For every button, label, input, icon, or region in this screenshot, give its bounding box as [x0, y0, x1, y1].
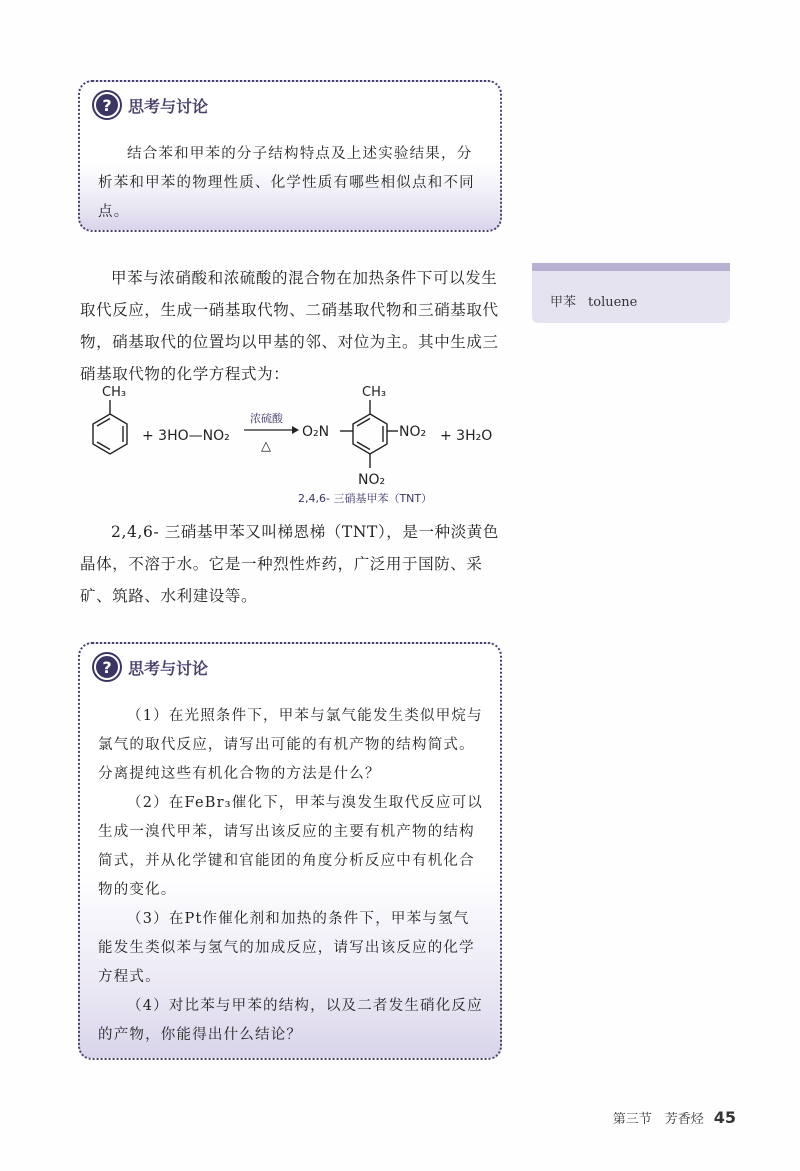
- footer-section: 第三节 芳香烃: [612, 1112, 704, 1127]
- discussion-box-1: [78, 80, 502, 232]
- side-note-toluene: [532, 263, 730, 323]
- page-footer: [613, 1108, 736, 1127]
- nitration-equation: [80, 378, 510, 508]
- paragraph-2: 2,4,6- 三硝基甲苯又叫梯恩梯（TNT），是一种淡黄色晶体，不溶于水。它是一种烈性炸药，广泛用于国防、采矿、筑路、水利建设等。: [80, 523, 499, 605]
- paragraph-1: 甲苯与浓硝酸和浓硫酸的混合物在加热条件下可以发生取代反应，生成一硝基取代物、二硝基取代物和三硝基取代物，硝基取代的位置均以甲基的邻、对位为主。其中生成三硝基取代物的化学方程式为：: [80, 269, 499, 383]
- tnt-ring: [340, 400, 398, 468]
- discussion-header-2: [94, 654, 208, 680]
- toluene-ring: [93, 400, 127, 454]
- o2n-text: O₂N: [302, 424, 330, 440]
- question-1: （1）在光照条件下，甲苯与氯气能发生类似甲烷与氯气的取代反应，请写出可能的有机产物的结构简式。分离提纯这些有机化合物的方法是什么？: [98, 708, 483, 782]
- discussion-title-1: 思考与讨论: [128, 96, 209, 116]
- discussion-box-2: [78, 642, 502, 1060]
- no2-bottom-text: NO₂: [358, 472, 386, 488]
- ch3-left: CH₃: [102, 385, 127, 400]
- catalyst-text: 浓硫酸: [250, 412, 283, 425]
- question-icon: ?: [94, 92, 120, 118]
- page-number: 45: [713, 1108, 736, 1127]
- side-note-en: toluene: [588, 295, 638, 310]
- discussion-text-2: [98, 702, 484, 1050]
- discussion-header-1: [94, 92, 208, 118]
- question-2: （2）在FeBr₃催化下，甲苯与溴发生取代反应可以生成一溴代甲苯，请写出该反应的主要有机产物的结构简式，并从化学键和官能团的角度分析反应中有机化合物的变化。: [98, 795, 483, 898]
- condition-text: △: [261, 439, 271, 454]
- question-3: （3）在Pt作催化剂和加热的条件下，甲苯与氢气能发生类似苯与氢气的加成反应，请写出该反应的化学方程式。: [98, 911, 475, 985]
- product-name: 2,4,6- 三硝基甲苯（TNT）: [298, 492, 433, 505]
- question-icon: ?: [94, 654, 120, 680]
- reagent-text: + 3HO—NO₂: [142, 428, 230, 444]
- reaction-diagram: [80, 378, 510, 508]
- discussion-text-1: 结合苯和甲苯的分子结构特点及上述实验结果，分析苯和甲苯的物理性质、化学性质有哪些相似点和不同点。: [98, 146, 475, 220]
- discussion-title-2: 思考与讨论: [128, 658, 209, 678]
- ch3-right: CH₃: [362, 385, 387, 400]
- side-note-cn: 甲苯: [550, 295, 577, 310]
- water-text: + 3H₂O: [440, 428, 493, 444]
- no2-right-text: NO₂: [399, 424, 427, 440]
- question-4: （4）对比苯与甲苯的结构，以及二者发生硝化反应的产物，你能得出什么结论？: [98, 998, 483, 1043]
